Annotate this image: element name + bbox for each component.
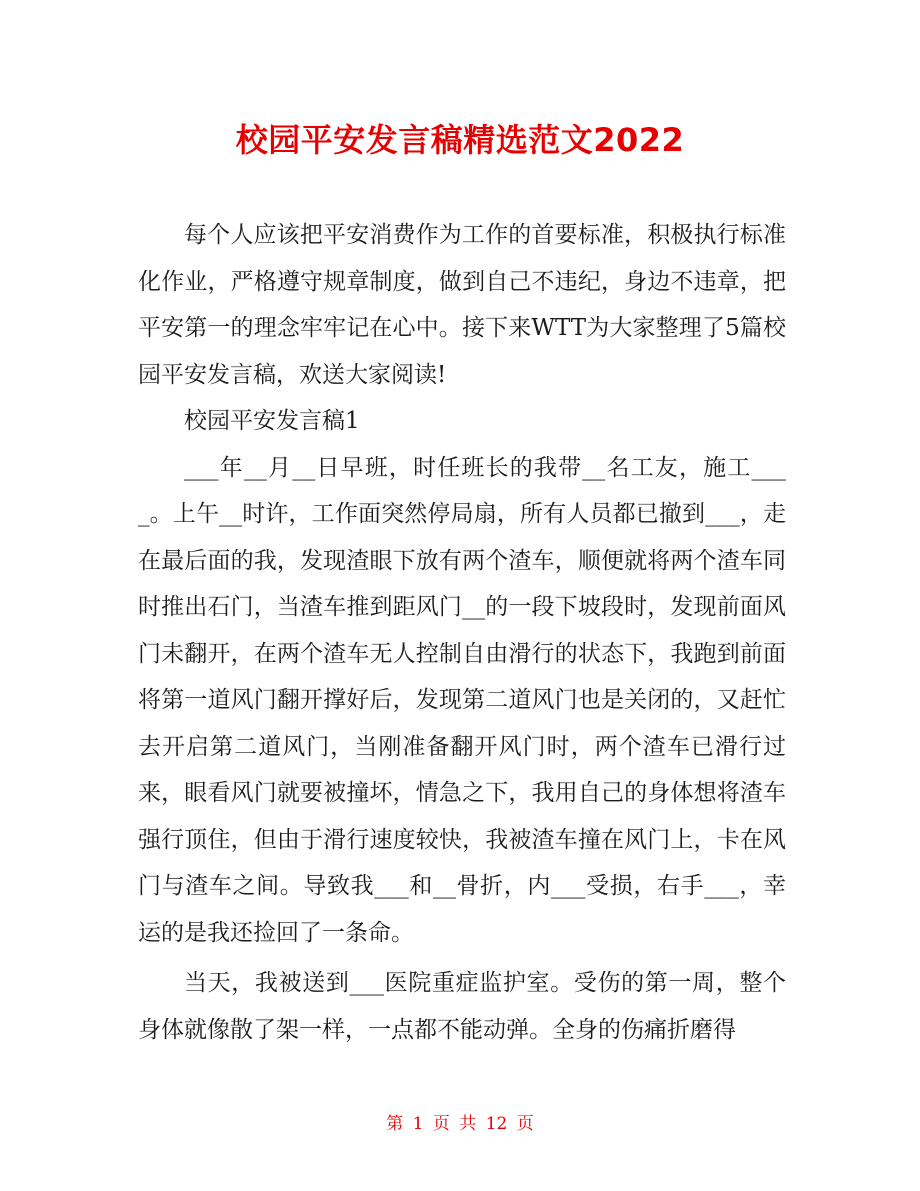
document-body — [138, 212, 786, 1053]
section-heading: 校园平安发言稿1 — [184, 408, 360, 434]
intro-paragraph: 每个人应该把平安消费作为工作的首要标准，积极执行标准化作业，严格遵守规章制度，做到自己不违纪，身边不违章，把平安第一的理念牢牢记在心中。接下来WTT为大家整理了5篇校园平安发言稿，欢送大家阅读! — [138, 222, 786, 388]
document-title: 校园平安发言稿精选范文2022 — [235, 121, 685, 159]
body-paragraph: 当天，我被送到___医院重症监护室。受伤的第一周，整个身体就像散了架一样，一点都不能动弹。全身的伤痛折磨得 — [138, 970, 786, 1043]
page-number: 第 1 页 共 12 页 — [386, 1114, 534, 1134]
body-paragraph: ___年__月__日早班，时任班长的我带__名工友，施工____。上午__时许，工作面突然停局扇，所有人员都已撤到___，走在最后面的我，发现渣眼下放有两个渣车，顺便就将两个渣车同时推出石门，当渣车推到距风门__的一段下坡段时，发现前面风门未翻开，在两个渣车无人控制自由滑行的状态下，我跑到前面将第一道风门翻开撑好后，发现第二道风门也是关闭的，又赶忙去开启第二道风门，当刚准备翻开风门时，两个渣车已滑行过来，眼看风门就要被撞坏，情急之下，我用自己的身体想将渣车强行顶住，但由于滑行速度较快，我被渣车撞在风门上，卡在风门与渣车之间。导致我___和__骨折，内___受损，右手___，幸运的是我还捡回了一条命。 — [138, 454, 786, 946]
